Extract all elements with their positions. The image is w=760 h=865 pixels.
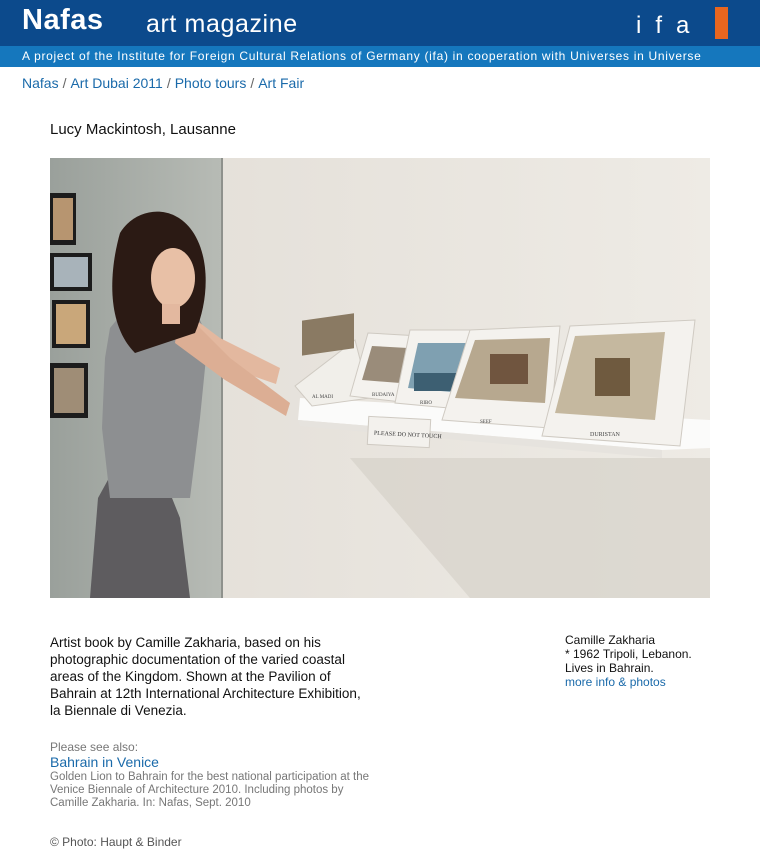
breadcrumb-separator: /	[62, 75, 67, 91]
print-label: DURISTAN	[590, 432, 620, 438]
see-also	[50, 741, 370, 810]
breadcrumb	[22, 75, 304, 91]
masthead	[0, 0, 760, 46]
framed-photo	[50, 193, 76, 245]
see-also-link[interactable]: Bahrain in Venice	[50, 754, 159, 770]
artist-birth: * 1962 Tripoli, Lebanon.	[565, 647, 692, 661]
framed-photo	[50, 253, 92, 291]
print-label: SEEF	[480, 420, 492, 425]
breadcrumb-art-fair[interactable]: Art Fair	[258, 75, 305, 91]
framed-photo	[50, 363, 88, 418]
print-label: AL MADI	[312, 395, 334, 400]
photo-caption: Artist book by Camille Zakharia, based on his photographic documentation of the varied coastal areas of the Kingdom. Shown at the Pavilion of Bahrain at 12th International Architecture Exhibition, la Biennale di Venezia.	[50, 635, 361, 718]
breadcrumb-separator: /	[250, 75, 255, 91]
more-info-link[interactable]: more info & photos	[565, 675, 666, 689]
photo-title: Lucy Mackintosh, Lausanne	[50, 121, 236, 138]
breadcrumb-photo-tours[interactable]: Photo tours	[174, 75, 247, 91]
breadcrumb-nafas[interactable]: Nafas	[22, 75, 59, 91]
artist-info	[565, 633, 745, 689]
gallery-photo	[50, 158, 710, 598]
ifa-logo[interactable]: ifa	[636, 12, 704, 39]
breadcrumb-separator: /	[166, 75, 171, 91]
site-brand[interactable]: Nafas	[22, 4, 104, 36]
see-also-description: Golden Lion to Bahrain for the best national participation at the Venice Biennale of Architecture 2010. Including photos by Camille Zakharia. In: Nafas, Sept. 2010	[50, 771, 370, 809]
site-subtitle: art magazine	[146, 10, 298, 38]
do-not-touch-sign: PLEASE DO NOT TOUCH	[373, 430, 442, 441]
framed-photo	[52, 300, 90, 348]
print-label: RIBO	[420, 401, 432, 406]
tagline-bar: A project of the Institute for Foreign Cultural Relations of Germany (ifa) in cooperation with Universes in Universe	[0, 46, 760, 67]
see-also-label: Please see also:	[50, 740, 139, 754]
artist-residence: Lives in Bahrain.	[565, 661, 654, 675]
artist-name: Camille Zakharia	[565, 633, 656, 647]
photo-credit: © Photo: Haupt & Binder	[50, 835, 182, 849]
print-label: BUDAIYA	[372, 393, 395, 398]
ifa-logo-accent-bar	[715, 7, 728, 39]
breadcrumb-art-dubai-2011[interactable]: Art Dubai 2011	[70, 75, 163, 91]
